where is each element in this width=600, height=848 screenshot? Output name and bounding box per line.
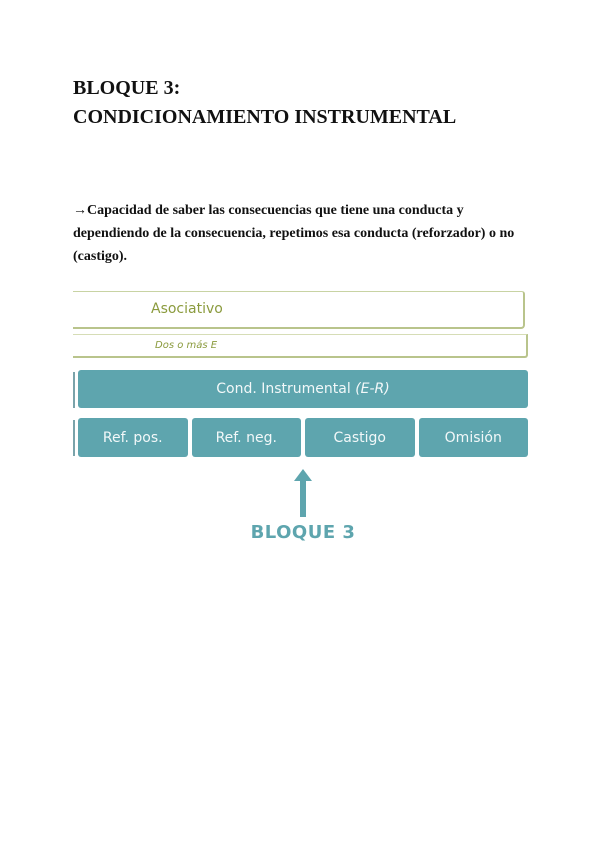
intro-text: Capacidad de saber las consecuencias que tiene una conducta y dependiendo de la consecuencia, repetimos esa conducta (reforzador) o no (castigo). <box>73 203 515 264</box>
associative-sublabel: Dos o más E <box>155 340 218 351</box>
category-omision: Omisión <box>419 418 529 457</box>
category-castigo: Castigo <box>305 418 415 457</box>
intro-paragraph <box>73 199 543 268</box>
category-row <box>78 418 528 457</box>
title-line-2: CONDICIONAMIENTO INSTRUMENTAL <box>73 106 457 128</box>
category-ref-neg: Ref. neg. <box>192 418 302 457</box>
associative-box <box>73 291 525 329</box>
bloque-label: BLOQUE 3 <box>250 522 356 543</box>
associative-label: Asociativo <box>151 301 223 317</box>
cond-label: Cond. Instrumental <box>216 381 356 397</box>
right-arrow-icon: → <box>73 203 87 218</box>
title-line-1: BLOQUE 3: <box>73 77 181 99</box>
cond-left-edge <box>73 372 75 408</box>
up-arrow-icon <box>293 469 313 517</box>
cond-label-italic: (E-R) <box>355 381 390 397</box>
cells-left-edge <box>73 420 75 456</box>
associative-sub-box <box>73 334 528 358</box>
page-title <box>73 74 553 132</box>
cond-instrumental-box <box>78 370 528 408</box>
category-ref-pos: Ref. pos. <box>78 418 188 457</box>
